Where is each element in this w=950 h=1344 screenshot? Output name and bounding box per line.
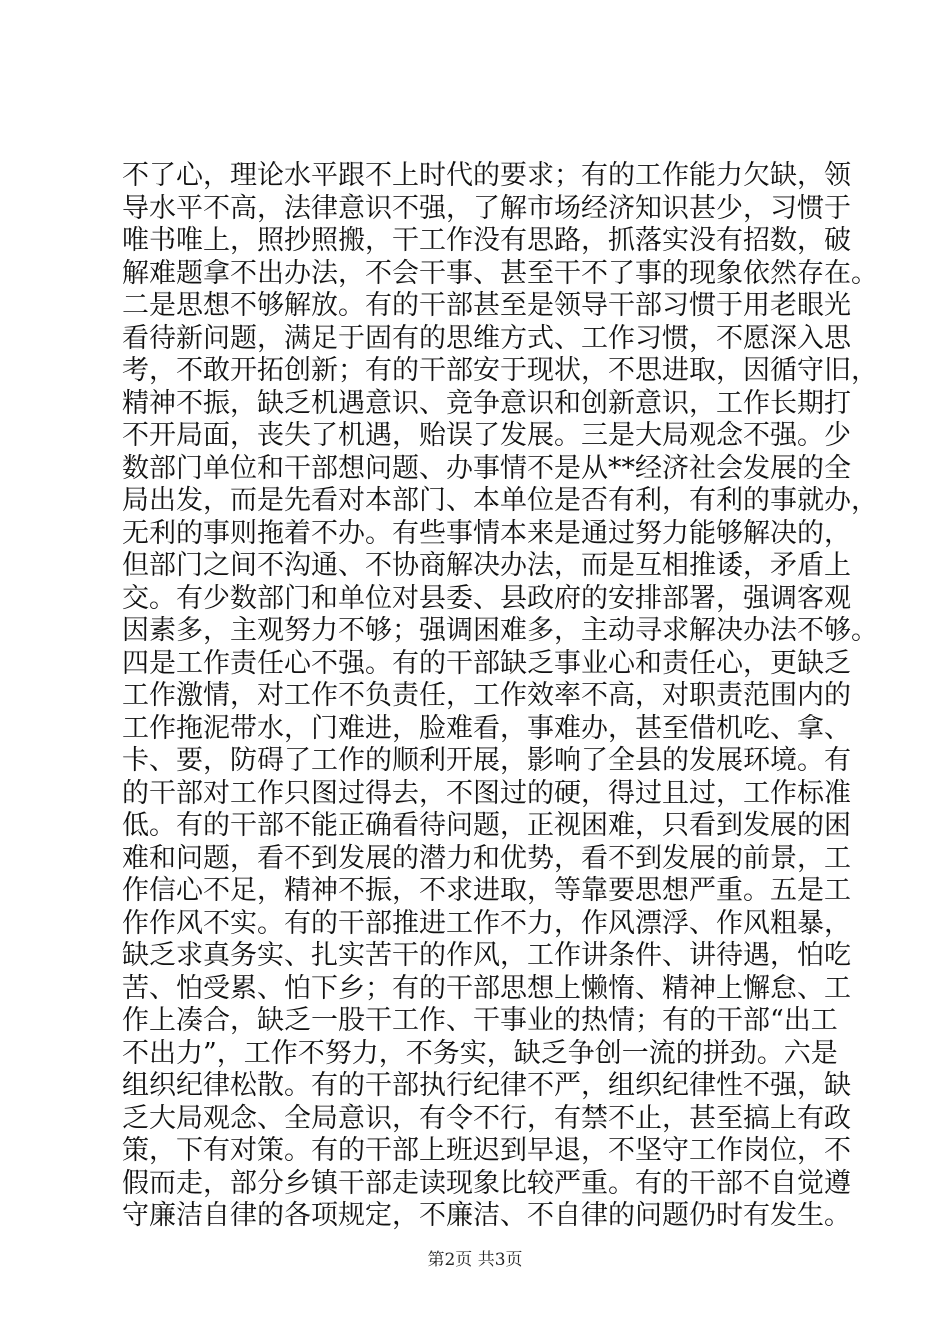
body-text-line: 不开局面，丧失了机遇，贻误了发展。三是大局观念不强。少 — [122, 420, 851, 451]
body-text-line: 二是思想不够解放。有的干部甚至是领导干部习惯于用老眼光 — [122, 290, 851, 321]
body-text-line: 不出力”，工作不努力，不务实，缺乏争创一流的拼劲。六是 — [122, 1037, 838, 1069]
body-text-line: 唯书唯上，照抄照搬，干工作没有思路，抓落实没有招数，破 — [122, 225, 851, 256]
body-text-line: 无利的事则拖着不办。有些事情本来是通过努力能够解决的， — [122, 517, 851, 549]
body-text-line: 四是工作责任心不强。有的干部缺乏事业心和责任心，更缺乏 — [122, 647, 851, 679]
body-text-line: 缺乏求真务实、扎实苦干的作风，工作讲条件、讲待遇，怕吃 — [122, 940, 851, 971]
body-text-line: 假而走，部分乡镇干部走读现象比较严重。有的干部不自觉遵 — [122, 1167, 851, 1199]
body-text-line: 工作拖泥带水，门难进，脸难看，事难办，甚至借机吃、拿、 — [122, 712, 851, 744]
body-text-line: 的干部对工作只图过得去，不图过的硬，得过且过，工作标准 — [122, 777, 851, 809]
body-text-line: 因素多，主观努力不够；强调困难多，主动寻求解决办法不够。 — [122, 615, 878, 646]
body-text-line: 苦、怕受累、怕下乡；有的干部思想上懒惰、精神上懈怠、工 — [122, 972, 851, 1004]
body-text-line: 解难题拿不出办法，不会干事、甚至干不了事的现象依然存在。 — [122, 257, 878, 289]
body-text-line: 交。有少数部门和单位对县委、县政府的安排部署，强调客观 — [122, 582, 851, 614]
body-text-line: 难和问题，看不到发展的潜力和优势，看不到发展的前景，工 — [122, 842, 851, 874]
body-text-line: 作上凑合，缺乏一股干工作、干事业的热情；有的干部“出工 — [122, 1005, 838, 1036]
body-text-line: 低。有的干部不能正确看待问题，正视困难，只看到发展的困 — [122, 810, 851, 841]
body-text-line: 作作风不实。有的干部推进工作不力，作风漂浮、作风粗暴， — [122, 907, 851, 939]
body-text-line: 看待新问题，满足于固有的思维方式、工作习惯，不愿深入思 — [122, 322, 851, 354]
body-text-line: 策，下有对策。有的干部上班迟到早退，不坚守工作岗位，不 — [122, 1135, 851, 1166]
body-text-line: 局出发，而是先看对本部门、本单位是否有利，有利的事就办， — [122, 485, 878, 516]
body-text-line: 组织纪律松散。有的干部执行纪律不严，组织纪律性不强，缺 — [122, 1070, 851, 1101]
body-text-line: 工作激情，对工作不负责任，工作效率不高，对职责范围内的 — [122, 680, 851, 711]
body-text-line: 考，不敢开拓创新；有的干部安于现状，不思进取，因循守旧， — [122, 355, 878, 386]
document-body — [122, 160, 878, 1233]
body-text-line: 守廉洁自律的各项规定，不廉洁、不自律的问题仍时有发生。 — [122, 1200, 851, 1231]
body-text-line: 但部门之间不沟通、不协商解决办法，而是互相推诿，矛盾上 — [122, 550, 851, 581]
body-text-line: 不了心，理论水平跟不上时代的要求；有的工作能力欠缺，领 — [122, 160, 851, 191]
body-text-line: 导水平不高，法律意识不强，了解市场经济知识甚少，习惯于 — [122, 192, 851, 224]
body-text-line: 卡、要，防碍了工作的顺利开展，影响了全县的发展环境。有 — [122, 745, 851, 776]
body-text-line: 作信心不足，精神不振，不求进取，等靠要思想严重。五是工 — [122, 875, 851, 906]
page-number-footer: 第2页 共3页 — [427, 1250, 523, 1270]
body-text-line: 乏大局观念、全局意识，有令不行，有禁不止，甚至搞上有政 — [122, 1102, 851, 1134]
body-text-line: 精神不振，缺乏机遇意识、竞争意识和创新意识，工作长期打 — [122, 387, 851, 419]
body-text-line: 数部门单位和干部想问题、办事情不是从**经济社会发展的全 — [122, 452, 851, 484]
